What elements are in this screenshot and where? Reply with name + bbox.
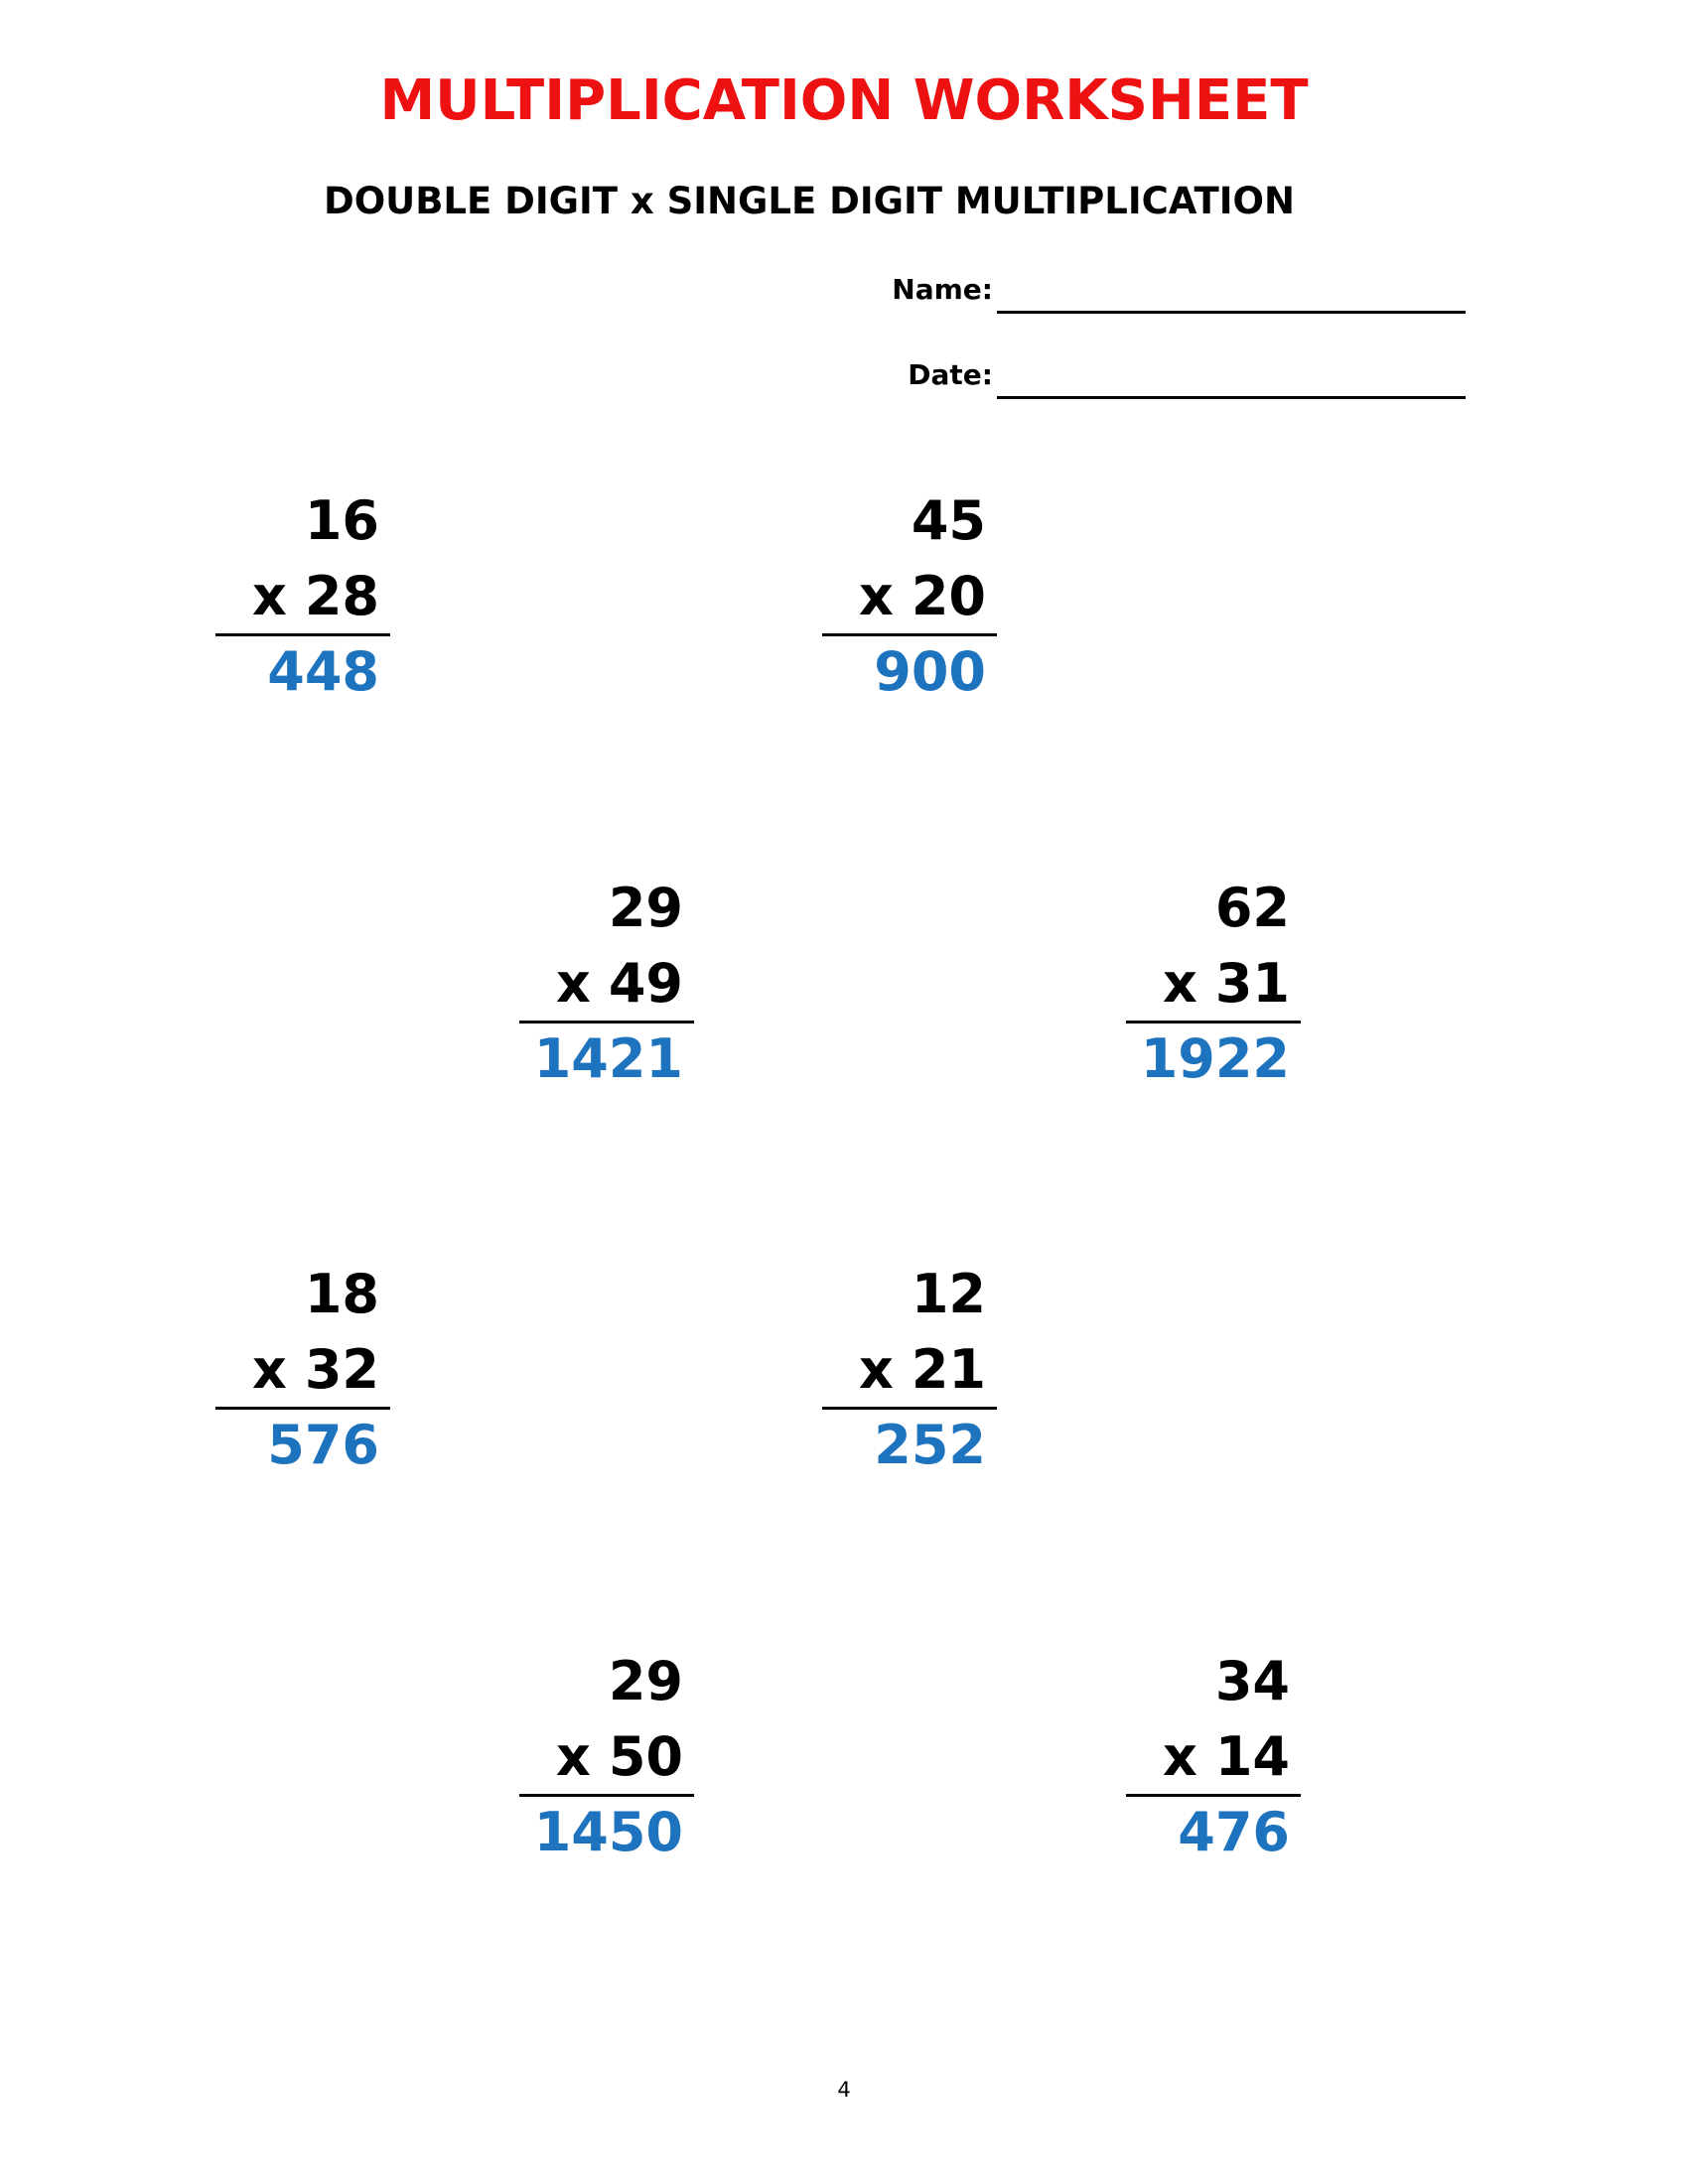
- worksheet-subtitle: DOUBLE DIGIT x SINGLE DIGIT MULTIPLICATION: [324, 180, 1295, 222]
- multiplicand: 34: [1214, 1650, 1290, 1712]
- multiplier: 21: [911, 1338, 986, 1401]
- multiplicand: 12: [911, 1263, 986, 1325]
- multiply-operator: x: [556, 952, 591, 1015]
- product-answer: 1922: [1140, 1027, 1290, 1090]
- name-field[interactable]: [997, 311, 1466, 314]
- date-label: Date:: [908, 358, 993, 391]
- answer-line: [822, 1407, 997, 1410]
- multiplier: 32: [304, 1338, 379, 1401]
- answer-line: [519, 1021, 694, 1024]
- product-answer: 476: [1178, 1801, 1290, 1863]
- problem-1: [215, 486, 394, 725]
- answer-line: [1126, 1021, 1301, 1024]
- multiplicand: 62: [1214, 877, 1290, 939]
- answer-line: [822, 633, 997, 636]
- multiply-operator: x: [859, 1338, 894, 1401]
- problem-4: [1126, 874, 1305, 1112]
- multiply-operator: x: [556, 1725, 591, 1788]
- multiplicand: 45: [911, 489, 986, 552]
- problem-3: [519, 874, 698, 1112]
- multiplier: 14: [1214, 1725, 1290, 1788]
- multiply-operator: x: [252, 565, 287, 627]
- name-label: Name:: [892, 273, 993, 306]
- multiply-operator: x: [859, 565, 894, 627]
- multiplier: 28: [304, 565, 379, 627]
- multiply-operator: x: [1163, 952, 1197, 1015]
- product-answer: 576: [267, 1414, 379, 1476]
- product-answer: 448: [267, 640, 379, 703]
- answer-line: [1126, 1794, 1301, 1797]
- problem-7: [519, 1647, 698, 1885]
- answer-line: [519, 1794, 694, 1797]
- product-answer: 252: [874, 1414, 986, 1476]
- answer-line: [215, 1407, 390, 1410]
- product-answer: 1421: [533, 1027, 683, 1090]
- multiplier: 31: [1214, 952, 1290, 1015]
- answer-line: [215, 633, 390, 636]
- date-field[interactable]: [997, 396, 1466, 399]
- multiply-operator: x: [252, 1338, 287, 1401]
- multiplicand: 18: [304, 1263, 379, 1325]
- problem-8: [1126, 1647, 1305, 1885]
- page-number: 4: [837, 2078, 851, 2102]
- problem-2: [822, 486, 1001, 725]
- multiplier: 49: [608, 952, 683, 1015]
- multiplier: 20: [911, 565, 986, 627]
- worksheet-title: MULTIPLICATION WORKSHEET: [379, 68, 1309, 133]
- problem-5: [215, 1260, 394, 1498]
- multiplicand: 29: [608, 877, 683, 939]
- multiply-operator: x: [1163, 1725, 1197, 1788]
- problem-6: [822, 1260, 1001, 1498]
- product-answer: 1450: [533, 1801, 683, 1863]
- multiplier: 50: [608, 1725, 683, 1788]
- multiplicand: 16: [304, 489, 379, 552]
- multiplicand: 29: [608, 1650, 683, 1712]
- product-answer: 900: [874, 640, 986, 703]
